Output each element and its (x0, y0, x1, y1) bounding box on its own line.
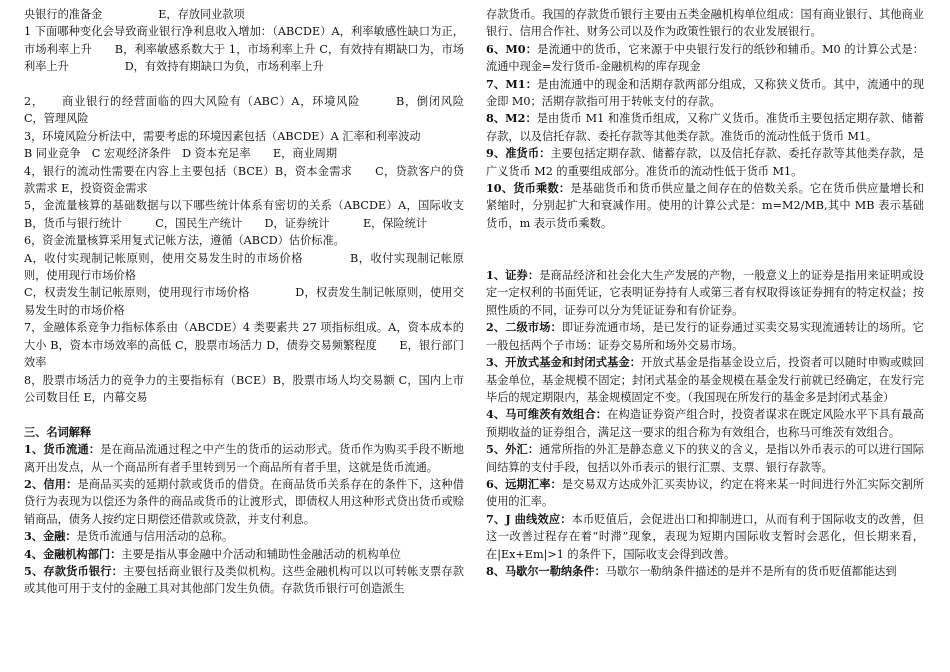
definition-foreign-exchange (486, 441, 924, 476)
definition-text: 主要包括商业银行及类似机构。这些金融机构可以以可转帐支票存款或其他可用于支付的金融工具对其他部门发生负债。存款货币银行可创造派生 (24, 564, 464, 596)
definition-term: 3、金融： (24, 529, 77, 544)
definition-m1 (486, 76, 924, 111)
definition-term: 3、开放式基金和封闭式基金： (486, 355, 642, 370)
definition-marshall-lerner (486, 563, 924, 580)
definition-term: 1、证券： (486, 268, 540, 283)
definition-text: 是基础货币和货币供应量之间存在的倍数关系。它在货币供应量增长和紧缩时，分别起扩大和衰减作用。使用的计算公式是：m=M2/MB,其中 MB 表示基础货币，m 表示货币乘数。 (486, 182, 924, 230)
definition-efficient-portfolio (486, 406, 924, 441)
question-3: 3，环境风险分析法中，需要考虑的环境因素包括（ABCDE）A 汇率和利率波动 (24, 129, 421, 143)
definition-2 (24, 476, 464, 528)
question-2: 2， 商业银行的经营面临的四大风险有（ABC）A，环境风险 B，倒闭风险 C，管理风险 (24, 95, 487, 126)
definition-term: 1、货币流通： (24, 442, 101, 457)
definition-text: 是在商品流通过程之中产生的货币的运动形式。货币作为购买手段不断地离开出发点，从一个商品所有者手里转到另一个商品所有者手里，这就是货币流通。 (24, 443, 464, 474)
definition-text: 本币贬值后，会促进出口和抑制进口，从而有利于国际收支的改善，但这一改善过程存在着“时滞”现象，表现为短期内国际收支暂时会恶化，但长期来看，在|Ex+Em|>1 的条件下，国际收支会得到改善。 (486, 512, 924, 561)
paragraph: 存款货币。我国的存款货币银行主要由五类金融机构单位组成：国有商业银行、其他商业银行、信用合作社、财务公司以及作为政策性银行的农业发展银行。 (486, 8, 924, 39)
definition-secondary-market (486, 319, 924, 354)
definition-3 (24, 528, 464, 545)
definition-4 (24, 546, 464, 563)
definition-text: 是货币流通与信用活动的总称。 (76, 530, 234, 544)
question-7: 7，金融体系竞争力指标体系由（ABCDE）4 类要素共 27 项指标组成。A，资本成本的大小 B，资本市场效率的高低 C，股票市场活力 D，债券交易频繁程度 E，银行部门效率 (24, 321, 464, 370)
definition-term: 5、存款货币银行： (24, 563, 123, 578)
definition-term: 8、马歇尔一勒纳条件： (486, 563, 606, 578)
definition-text: 通常所指的外汇是静态意义下的狭义的含义，是指以外币表示的可以进行国际间结算的支付手段，包括以外币表示的银行汇票、支票、银行存款等。 (486, 443, 924, 474)
definition-term: 8、M2： (486, 111, 537, 126)
definition-text: 主要包括定期存款、储蓄存款，以及信托存款、委托存款等其他类存款，是广义货币 M2 的重要组成部分。准货币的流动性低于货币 M1。 (486, 147, 924, 178)
definition-term: 7、J 曲线效应： (486, 511, 572, 526)
section-heading: 三、名词解释 (24, 424, 92, 439)
definition-term: 2、信用： (24, 476, 78, 491)
right-column (486, 6, 924, 580)
definition-text: 主要是指从事金融中介活动和辅助性金融活动的机构单位 (121, 547, 401, 561)
definition-term: 4、马可维茨有效组合： (486, 407, 608, 422)
definition-term: 2、二级市场： (486, 320, 562, 335)
spacer (486, 232, 924, 267)
definition-text: 是商品买卖的延期付款或货币的借贷。在商品货币关系存在的条件下，这种借贷行为表现为以偿还为条件的商品或货币的让渡形式，即债权人用这种形式贷出货币或赊销商品，债务人按约定日期偿还借款或贷款，并支付利息。 (24, 477, 464, 526)
question-4: 4，银行的流动性需要在内容上主要包括（BCE）B，资本金需求 C，贷款客户的贷款需求 E，投资资金需求 (24, 164, 464, 196)
definition-text: 即证券流通市场，是已发行的证券通过买卖交易实现流通转让的场所。它一般包括两个子市场：证券交易所和场外交易市场。 (486, 321, 924, 352)
definition-forward-rate (486, 476, 924, 511)
definition-text: 是由货币 M1 和准货币组成，又称广义货币。准货币主要包括定期存款、储蓄存款，以及信托存款、委托存款等其他类存款。准货币的流动性低于货币 M1。 (486, 112, 925, 143)
definition-term: 5、外汇： (486, 442, 540, 457)
question-6-options-ab: A，收付实现制记帐原则，使用交易发生时的市场价格 B，收付实现制记帐原则，使用现行市场价格 (24, 251, 464, 283)
definition-text: 开放式基金是指基金设立后，投资者可以随时申购或赎回基金单位，基金规模不固定；封闭式基金的基金规模在基金发行前就已经确定，在发行完毕后的规定期限内，基金规模固定不变。（我国现在所发行的基金多是封闭式基金） (486, 356, 924, 404)
definition-j-curve (486, 511, 924, 563)
spacer (24, 406, 464, 423)
definition-funds (486, 354, 924, 406)
definition-text: 是交易双方达成外汇买卖协议，约定在将来某一时间进行外汇实际交割所使用的汇率。 (486, 477, 924, 509)
definition-text: 是商品经济和社会化大生产发展的产物，一般意义上的证券是指用来证明或设定一定权利的书面凭证，它表明证券持有人或第三者有权取得该证券拥有的特定权益；按照性质的不同，证券可以分为凭证证券和有价证券。 (486, 269, 924, 317)
spacer (24, 76, 464, 93)
question-6: 6，资金流量核算采用复式记帐方法，遵循（ABCD）估价标准。 (24, 234, 345, 248)
definition-m0 (486, 41, 924, 76)
definition-text: 马歇尔一勒纳条件描述的是并不是所有的货币贬值都能达到 (605, 564, 897, 578)
definition-text: 在构造证券资产组合时，投资者谋求在既定风险水平下具有最高预期收益的证券组合，满足这一要求的组合称为有效组合，也称马可维茨有效组合。 (486, 408, 924, 439)
definition-securities (486, 267, 924, 319)
definition-5 (24, 563, 464, 598)
definition-term: 7、M1： (486, 76, 538, 91)
definition-text: 是由流通中的现金和活期存款两部分组成，又称狭义货币。其中，流通中的现金即 M0；活期存款指可用于转帐支付的存款。 (486, 77, 924, 109)
definition-money-multiplier (486, 180, 924, 232)
question-3-options: B 同业竞争 C 宏观经济条件 D 资本充足率 E，商业周期 (24, 147, 338, 161)
definition-term: 6、远期汇率： (486, 476, 562, 491)
question-8: 8，股票市场活力的竞争力的主要指标有（BCE）B，股票市场人均交易额 C，国内上市公司数目任 E，内幕交易 (24, 373, 464, 404)
definition-m2 (486, 110, 924, 145)
definition-1 (24, 441, 464, 476)
definition-term: 4、金融机构部门： (24, 546, 122, 561)
question-6-options-cd: C，权责发生制记帐原则，使用现行市场价格 D，权责发生制记帐原则，使用交易发生时的市场价格 (24, 286, 464, 317)
definition-text: 是流通中的货币，它来源于中央银行发行的纸钞和辅币。M0 的计算公式是：流通中现金=发行货币-金融机构的库存现金 (486, 42, 924, 74)
left-column (24, 6, 487, 598)
definition-term: 9、准货币： (486, 146, 551, 161)
definition-term: 6、M0： (486, 41, 538, 56)
definition-term: 10、货币乘数： (486, 181, 571, 196)
question-1: 1 下面哪种变化会导致商业银行净利息收入增加：（ABCDE）A，利率敏感性缺口为正，市场利率上升 B，利率敏感系数大于 1，市场利率上升 C，有效持有期缺口为，市场利率上升 D，有效持有期缺口为负，市场利率上升 (24, 25, 464, 74)
definition-quasi-money (486, 145, 924, 180)
paragraph: 央银行的准备金 E，存放同业款项 (24, 8, 245, 21)
question-5: 5，金流量核算的基础数据与以下哪些统计体系有密切的关系（ABCDE）A，国际收支 B，货币与银行统计 C，国民生产统计 D，证券统计 E，保险统计 (24, 199, 487, 230)
